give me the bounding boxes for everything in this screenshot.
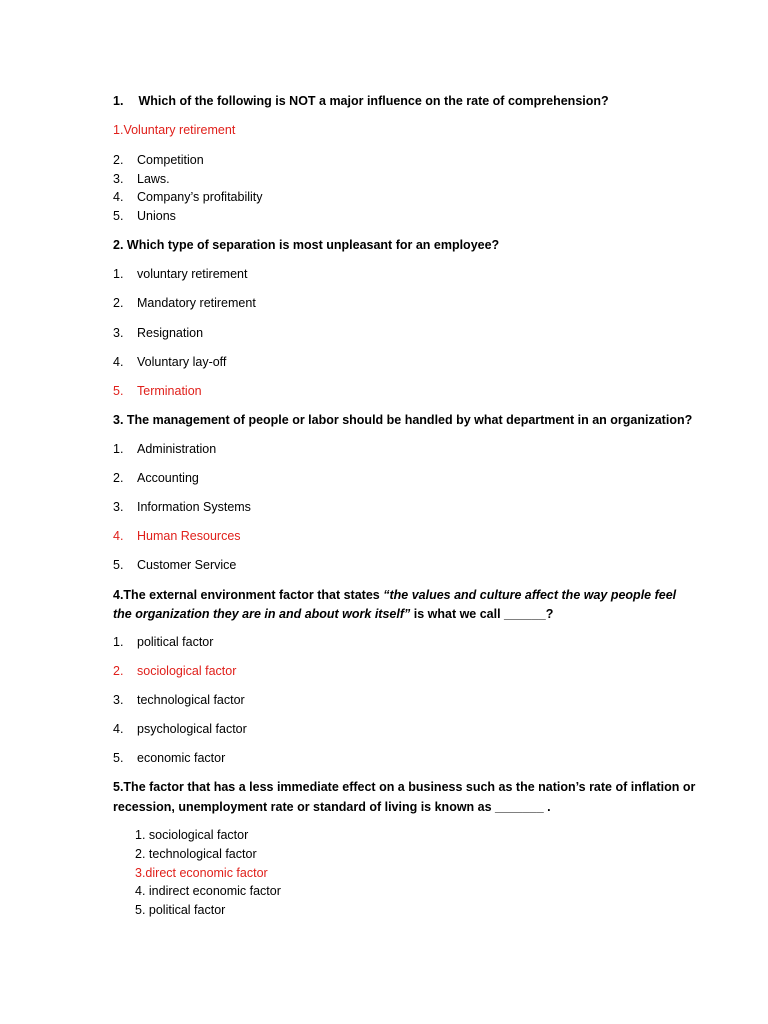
q5-answer-2: 2. technological factor [135, 847, 257, 861]
question-5-line-1: 5.The factor that has a less immediate effect on a business such as the nation’s rate of inflation or [113, 780, 696, 794]
question-3: 3. The management of people or labor should be handled by what department in an organization? [113, 413, 693, 427]
question-2: 2. Which type of separation is most unpleasant for an employee? [113, 238, 500, 252]
q2-answer-5: 5. Termination [113, 384, 202, 398]
q4-answer-5: 5. economic factor [113, 751, 226, 765]
question-1-text: Which of the following is NOT a major influence on the rate of comprehension? [138, 94, 609, 108]
q5-answer-3: 3.direct economic factor [135, 866, 268, 880]
q4-answer-1: 1. political factor [113, 635, 214, 649]
q2-answer-1: 1. voluntary retirement [113, 267, 248, 281]
q2-answer-2: 2. Mandatory retirement [113, 296, 256, 310]
q1-answer-3: 3. Laws. [113, 172, 170, 186]
question-4-quote-start: “the values and culture affect the way people feel [383, 588, 677, 602]
q1-answer-5: 5. Unions [113, 209, 176, 223]
q1-answer-2: 2. Competition [113, 153, 204, 167]
question-1 [113, 93, 609, 109]
q2-answer-4: 4. Voluntary lay-off [113, 355, 227, 369]
q2-answer-3: 3. Resignation [113, 326, 204, 340]
q1-answer-4: 4. Company’s profitability [113, 190, 263, 204]
q3-answer-4: 4. Human Resources [113, 529, 241, 543]
question-4-tail: is what we call ______? [410, 607, 554, 621]
q4-answer-2: 2. sociological factor [113, 664, 237, 678]
question-4-quote-end: the organization they are in and about work itself” [113, 607, 411, 621]
question-4-line-1 [113, 587, 676, 603]
q4-answer-4: 4. psychological factor [113, 722, 247, 736]
q3-answer-3: 3. Information Systems [113, 500, 251, 514]
question-4-line-2 [113, 606, 553, 622]
q3-answer-2: 2. Accounting [113, 471, 199, 485]
q3-answer-5: 5. Customer Service [113, 558, 237, 572]
question-5-line-2: recession, unemployment rate or standard of living is known as _______ . [113, 800, 551, 814]
question-4-lead: 4.The external environment factor that states [113, 588, 384, 602]
q5-answer-5: 5. political factor [135, 903, 226, 917]
q1-answer-1: 1.Voluntary retirement [113, 123, 236, 137]
q3-answer-1: 1. Administration [113, 442, 217, 456]
q5-answer-4: 4. indirect economic factor [135, 884, 281, 898]
q5-answer-1: 1. sociological factor [135, 828, 249, 842]
q4-answer-3: 3. technological factor [113, 693, 245, 707]
question-1-number: 1. [113, 94, 124, 108]
